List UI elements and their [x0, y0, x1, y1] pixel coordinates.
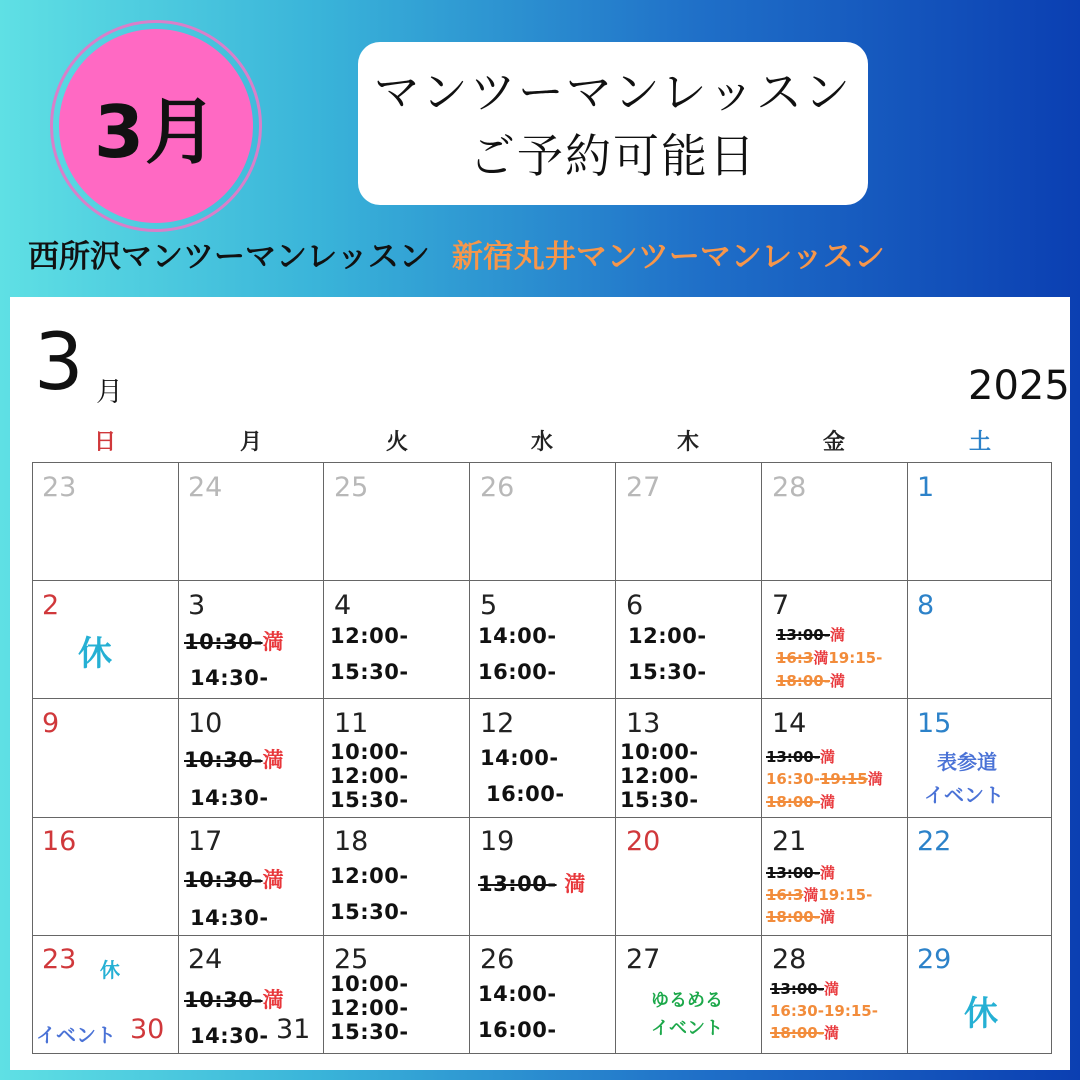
time-slot: 14:00-: [478, 624, 557, 648]
grid-line: [907, 462, 908, 1054]
day-number: 30: [130, 1014, 165, 1045]
title-box: [358, 42, 868, 205]
time-slot-booked: 10:30-満: [184, 630, 285, 654]
weekday-tue: 火: [385, 430, 408, 455]
time-slot-booked: 13:00-満: [770, 980, 839, 998]
time-slot: 15:30-: [628, 660, 707, 684]
day-number: 23: [42, 944, 77, 975]
event-label: イベント: [36, 1023, 116, 1047]
time-slot: 14:00-: [480, 746, 559, 770]
calendar-year: 2025: [968, 363, 1070, 409]
time-slot-booked: 10:30-満: [184, 988, 285, 1012]
day-number: 20: [626, 826, 661, 857]
time-slot: 15:30-: [330, 660, 409, 684]
time-slot-booked: 13:00-満: [766, 748, 835, 766]
grid-line: [323, 462, 324, 1054]
time-slot: 16:00-: [478, 660, 557, 684]
day-number: 15: [917, 708, 952, 739]
title-line-2: ご予約可能日: [469, 128, 757, 183]
time-slot: 12:00-: [330, 996, 409, 1020]
event-label: イベント: [651, 1018, 723, 1039]
day-number: 4: [334, 590, 352, 621]
day-number: 24: [188, 944, 223, 975]
time-slot: 12:00-: [330, 764, 409, 788]
grid-line: [469, 462, 470, 1054]
time-slot: 15:30-: [330, 1020, 409, 1044]
weekday-fri: 金: [822, 430, 845, 455]
day-number: 28: [772, 472, 807, 503]
time-slot: 15:30-: [330, 900, 409, 924]
day-number: 13: [626, 708, 661, 739]
day-number: 23: [42, 472, 77, 503]
time-slot: 14:30-: [190, 666, 269, 690]
time-slot-shinjuku: 16:3満19:15-: [776, 649, 883, 667]
day-number: 28: [772, 944, 807, 975]
day-number: 9: [42, 708, 60, 739]
time-slot-shinjuku: 16:30-19:15-: [770, 1002, 878, 1020]
time-slot: 12:00-: [620, 764, 699, 788]
grid-line: [178, 462, 179, 1054]
weekday-thu: 木: [676, 430, 699, 455]
location-legend: [28, 226, 1068, 280]
day-number: 10: [188, 708, 223, 739]
time-slot: 16:00-: [486, 782, 565, 806]
grid-line: [32, 580, 1052, 581]
day-number: 18: [334, 826, 369, 857]
time-slot-shinjuku: 18:00-満: [776, 672, 845, 690]
time-slot-booked: 10:30-満: [184, 868, 285, 892]
day-number: 3: [188, 590, 206, 621]
day-number: 6: [626, 590, 644, 621]
weekday-sun: 日: [93, 430, 116, 455]
grid-line: [615, 462, 616, 1054]
time-slot: 14:00-: [478, 982, 557, 1006]
day-number: 25: [334, 944, 369, 975]
day-number: 25: [334, 472, 369, 503]
day-number: 27: [626, 472, 661, 503]
time-slot: 12:00-: [330, 864, 409, 888]
time-slot: 16:00-: [478, 1018, 557, 1042]
time-slot-booked: 10:30-満: [184, 748, 285, 772]
day-number: 1: [917, 472, 935, 503]
time-slot-booked: 13:00- 満: [478, 872, 586, 896]
weekday-sat: 土: [968, 430, 991, 455]
day-number: 22: [917, 826, 952, 857]
time-slot: 10:00-: [620, 740, 699, 764]
day-number: 11: [334, 708, 369, 739]
time-slot-shinjuku: 18:00-満: [770, 1024, 839, 1042]
time-slot: 10:00-: [330, 972, 409, 996]
event-yurumeru: ゆるめる: [651, 990, 723, 1011]
title-line-1: マンツーマンレッスン: [373, 64, 853, 119]
time-slot: 12:00-: [330, 624, 409, 648]
time-slot: 10:00-: [330, 740, 409, 764]
day-number: 21: [772, 826, 807, 857]
day-number: 16: [42, 826, 77, 857]
month-badge: [50, 20, 262, 232]
calendar-month: 3: [34, 318, 84, 408]
event-omotesando: 表参道: [937, 750, 997, 774]
day-number: 31: [276, 1014, 311, 1045]
day-number: 27: [626, 944, 661, 975]
time-slot-booked: 13:00-満: [776, 626, 845, 644]
day-number: 24: [188, 472, 223, 503]
time-slot-shinjuku: 16:30-19:15満: [766, 770, 883, 788]
day-number: 26: [480, 472, 515, 503]
weekday-mon: 月: [239, 430, 262, 455]
event-label: イベント: [924, 783, 1004, 807]
grid-line: [32, 817, 1052, 818]
closed-mark: 休: [100, 958, 120, 982]
day-number: 7: [772, 590, 790, 621]
day-number: 29: [917, 944, 952, 975]
time-slot: 14:30-: [190, 786, 269, 810]
legend-nishitokorozawa: 西所沢マンツーマンレッスン: [28, 238, 430, 275]
closed-mark: 休: [78, 634, 112, 674]
time-slot-booked: 13:00-満: [766, 864, 835, 882]
day-number: 12: [480, 708, 515, 739]
weekday-wed: 水: [530, 430, 553, 455]
time-slot-shinjuku: 16:3満19:15-: [766, 886, 873, 904]
day-number: 19: [480, 826, 515, 857]
day-number: 8: [917, 590, 935, 621]
month-badge-label: 3月: [59, 29, 253, 223]
grid-line: [32, 935, 1052, 936]
time-slot: 14:30-: [190, 906, 269, 930]
closed-mark: 休: [964, 994, 998, 1034]
day-number: 5: [480, 590, 498, 621]
time-slot-shinjuku: 18:00-満: [766, 793, 835, 811]
grid-line: [761, 462, 762, 1054]
time-slot: 15:30-: [330, 788, 409, 812]
grid-line: [32, 698, 1052, 699]
legend-shinjuku: 新宿丸井マンツーマンレッスン: [451, 238, 885, 275]
time-slot: 15:30-: [620, 788, 699, 812]
calendar-month-kanji: 月: [96, 377, 123, 408]
day-number: 2: [42, 590, 60, 621]
day-number: 26: [480, 944, 515, 975]
day-number: 17: [188, 826, 223, 857]
time-slot: 14:30-: [190, 1024, 269, 1048]
time-slot-shinjuku: 18:00-満: [766, 908, 835, 926]
day-number: 14: [772, 708, 807, 739]
time-slot: 12:00-: [628, 624, 707, 648]
